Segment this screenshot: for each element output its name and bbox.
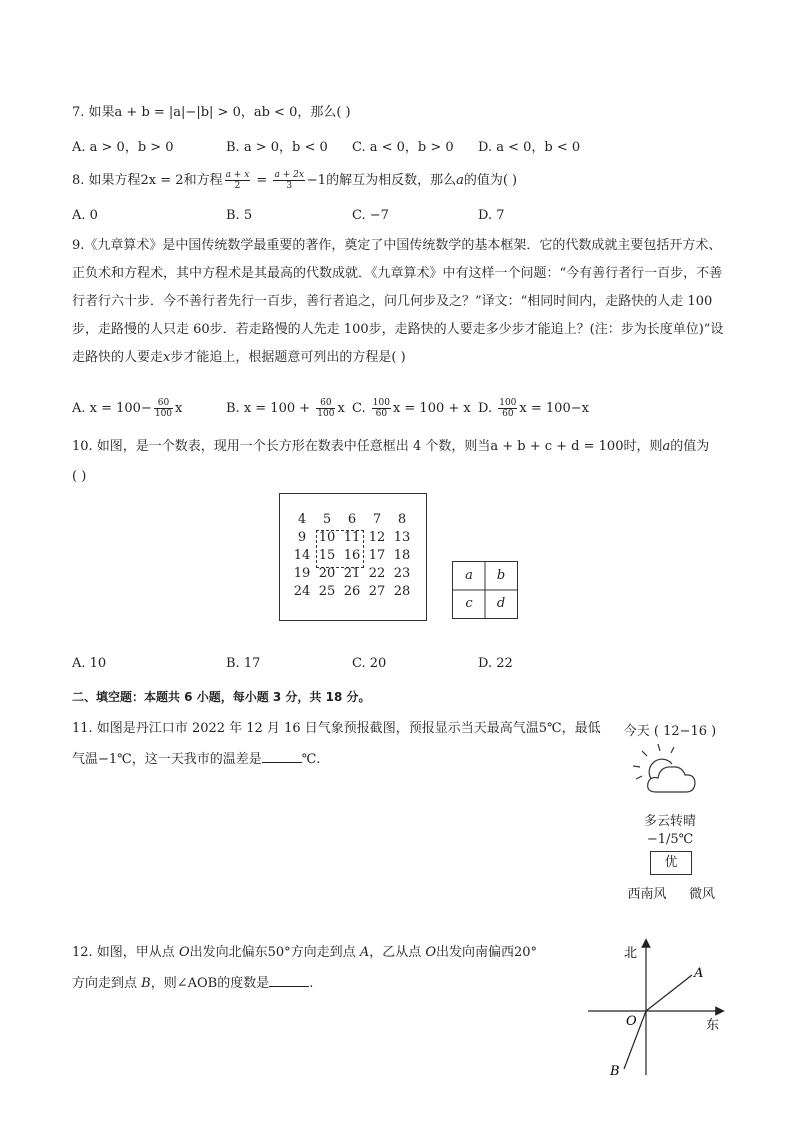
q9-b-pre: B. x = 100 + bbox=[226, 401, 315, 416]
table-cell: 5 bbox=[322, 512, 332, 527]
q8-option-a: A. 0 bbox=[72, 208, 98, 223]
q9-d-pre: D. bbox=[478, 401, 497, 416]
ray-oa bbox=[646, 975, 692, 1011]
q8-frac1-num: a + x bbox=[225, 170, 250, 180]
weather-description: 多云转晴 bbox=[643, 814, 696, 829]
table-cell: 6 bbox=[347, 512, 357, 527]
q8-var: a bbox=[456, 173, 464, 188]
q10-var: a bbox=[662, 439, 671, 454]
cloud-sun-icon bbox=[628, 742, 714, 800]
q9-option-b bbox=[226, 398, 345, 419]
table-cell: 26 bbox=[343, 584, 361, 599]
table-cell: 25 bbox=[318, 584, 336, 599]
weather-temperature: −1/5℃ bbox=[646, 832, 694, 847]
east-label: 东 bbox=[706, 1018, 720, 1033]
table-cell: 14 bbox=[293, 548, 311, 563]
question-12-line2 bbox=[72, 974, 313, 993]
q9-b-den: 100 bbox=[317, 409, 335, 419]
q10-answer-paren: ( ) bbox=[72, 469, 87, 484]
table-cell: 24 bbox=[293, 584, 311, 599]
q8-end: 的值为( ) bbox=[463, 173, 518, 188]
q9-c-frac bbox=[372, 398, 391, 419]
question-11-line2 bbox=[72, 750, 320, 769]
q8-fraction-1 bbox=[225, 170, 251, 191]
q9-a-pre: A. x = 100− bbox=[72, 401, 152, 416]
table-cell: 22 bbox=[368, 566, 386, 581]
number-table bbox=[279, 493, 427, 621]
weather-title: 今天 ( 12−16 ) bbox=[623, 724, 717, 739]
north-label: 北 bbox=[624, 946, 638, 961]
q9-d-post: x = 100−x bbox=[519, 401, 589, 416]
q12-answer-blank[interactable] bbox=[269, 974, 309, 987]
abcd-box bbox=[452, 561, 518, 619]
q11-line2-pre: 气温−1℃，这一天我市的温差是 bbox=[72, 752, 262, 767]
table-cell: 8 bbox=[397, 512, 407, 527]
wind-level: 微风 bbox=[688, 887, 715, 902]
section-2-heading: 二、填空题：本题共 6 小题，每小题 3 分，共 18 分。 bbox=[72, 690, 371, 704]
table-cell: 10 bbox=[318, 530, 336, 545]
q9-d-num: 100 bbox=[499, 398, 517, 408]
origin-label: O bbox=[626, 1014, 637, 1029]
q8-option-d: D. 7 bbox=[478, 208, 505, 223]
table-cell: 27 bbox=[368, 584, 386, 599]
q12-point-a: A bbox=[359, 945, 370, 960]
air-quality-badge: 优 bbox=[650, 851, 692, 875]
q9-a-frac bbox=[154, 398, 173, 419]
q12-line2-mid: ，则∠AOB的度数是 bbox=[150, 976, 270, 991]
table-cell: 23 bbox=[393, 566, 411, 581]
table-cell: 12 bbox=[368, 530, 386, 545]
table-cell: 28 bbox=[393, 584, 411, 599]
question-10-stem bbox=[72, 438, 709, 456]
point-b-label: B bbox=[610, 1064, 620, 1079]
table-cell: 21 bbox=[343, 566, 361, 581]
q12-pre: 12. 如图，甲从点 bbox=[72, 945, 179, 960]
q11-line2-post: ℃. bbox=[301, 752, 321, 767]
q9-d-den: 60 bbox=[502, 409, 514, 419]
q9-c-den: 60 bbox=[375, 409, 388, 419]
q12-line2-pre: 方向走到点 bbox=[72, 976, 142, 991]
table-cell: 16 bbox=[343, 548, 361, 563]
wind-direction: 西南风 bbox=[627, 887, 667, 902]
question-11-line1: 11. 如图是丹江口市 2022 年 12 月 16 日气象预报截图，预报显示当天最高气温5℃，最低 bbox=[72, 721, 601, 736]
q9-c-num: 100 bbox=[372, 398, 390, 408]
q12-point-b: B bbox=[141, 976, 151, 991]
point-a-label: A bbox=[694, 966, 704, 981]
q7-option-b: B. a > 0，b < 0 bbox=[226, 140, 328, 155]
q9-d-frac bbox=[498, 398, 517, 419]
table-cell: 7 bbox=[372, 512, 382, 527]
q10-option-b: B. 17 bbox=[226, 656, 261, 671]
abcd-cell-d: d bbox=[496, 596, 506, 611]
abcd-cell-b: b bbox=[496, 568, 506, 583]
q10-option-a: A. 10 bbox=[72, 656, 107, 671]
q7-option-a: A. a > 0，b > 0 bbox=[72, 140, 174, 155]
q9-option-d bbox=[478, 398, 589, 419]
table-cell: 19 bbox=[293, 566, 311, 581]
table-cell: 18 bbox=[393, 548, 411, 563]
question-7-stem: 7. 如果a + b = |a|−|b| > 0，ab < 0，那么( ) bbox=[72, 105, 351, 120]
q7-option-d: D. a < 0，b < 0 bbox=[478, 140, 581, 155]
q10-line1: 10. 如图，是一个数表，现用一个长方形在数表中任意框出 4 个数，则当a + b + c + d = 100时，则 bbox=[72, 439, 663, 454]
q9-text: 9.《九章算术》是中国传统数学最重要的著作，奠定了中国传统数学的基本框架．它的代数成就主要包括开方术、正负术和方程术，其中方程术是其最高的代数成就．《九章算术》中有这样一个问题：“今有善行者行一百步，不善行者行六十步．今不善行者先行一百步，善行者追之，问几何步及之？”译文：“相同时间内，走路快的人走 100步，走路慢的人只走 60步．若走路慢的人先走 100步，走路快的人要走多少步才能追上？(注：步为长度单位)”设走路快的人要走 bbox=[72, 238, 724, 365]
q9-text-end: 步才能追上，根据题意可列出的方程是( ) bbox=[170, 350, 406, 365]
q8-prefix: 8. 如果方程2x = 2和方程 bbox=[72, 173, 223, 188]
table-cell: 13 bbox=[393, 530, 411, 545]
question-9-stem bbox=[72, 232, 724, 372]
q8-option-c: C. −7 bbox=[352, 208, 389, 223]
q8-frac2-num: a + 2x bbox=[274, 170, 304, 180]
abcd-cell-c: c bbox=[465, 596, 473, 611]
abcd-cell-a: a bbox=[465, 568, 473, 583]
q9-c-post: x = 100 + x bbox=[392, 401, 471, 416]
q12-mid2: ，乙从点 bbox=[369, 945, 426, 960]
table-cell: 20 bbox=[318, 566, 336, 581]
table-cell: 4 bbox=[297, 512, 307, 527]
q9-option-c bbox=[352, 398, 471, 419]
table-cell: 11 bbox=[343, 530, 361, 545]
q11-answer-blank[interactable] bbox=[262, 750, 302, 763]
compass-diagram bbox=[580, 935, 730, 1085]
q8-frac1-den: 2 bbox=[234, 181, 241, 191]
q12-point-o: O bbox=[178, 945, 190, 960]
q8-option-b: B. 5 bbox=[226, 208, 253, 223]
q8-frac2-den: 3 bbox=[286, 181, 293, 191]
q12-end: 出发向南偏西20° bbox=[436, 945, 538, 960]
q9-a-num: 60 bbox=[154, 398, 173, 409]
q9-b-frac bbox=[316, 398, 335, 419]
q9-b-num: 60 bbox=[316, 398, 335, 409]
q8-fraction-2 bbox=[273, 170, 304, 191]
q10-option-d: D. 22 bbox=[478, 656, 513, 671]
question-12-line1 bbox=[72, 944, 537, 962]
table-cell: 17 bbox=[368, 548, 386, 563]
q12-mid: 出发向北偏东50°方向走到点 bbox=[189, 945, 360, 960]
q9-var: x bbox=[163, 350, 171, 365]
q8-suffix: −1的解互为相反数，那么 bbox=[306, 173, 457, 188]
q12-line2-end: . bbox=[309, 976, 314, 991]
q8-equals: = bbox=[252, 173, 272, 188]
table-cell: 15 bbox=[318, 548, 336, 563]
q9-option-a bbox=[72, 398, 182, 419]
q9-a-post: x bbox=[175, 401, 183, 416]
q12-point-o2: O bbox=[425, 945, 437, 960]
table-cell: 9 bbox=[297, 530, 307, 545]
q7-option-c: C. a < 0，b > 0 bbox=[352, 140, 454, 155]
q9-b-post: x bbox=[337, 401, 345, 416]
q10-line1-end: 的值为 bbox=[670, 439, 710, 454]
q9-c-pre: C. bbox=[352, 401, 370, 416]
q9-a-den: 100 bbox=[154, 409, 173, 419]
q10-option-c: C. 20 bbox=[352, 656, 387, 671]
question-8-stem bbox=[72, 170, 517, 191]
